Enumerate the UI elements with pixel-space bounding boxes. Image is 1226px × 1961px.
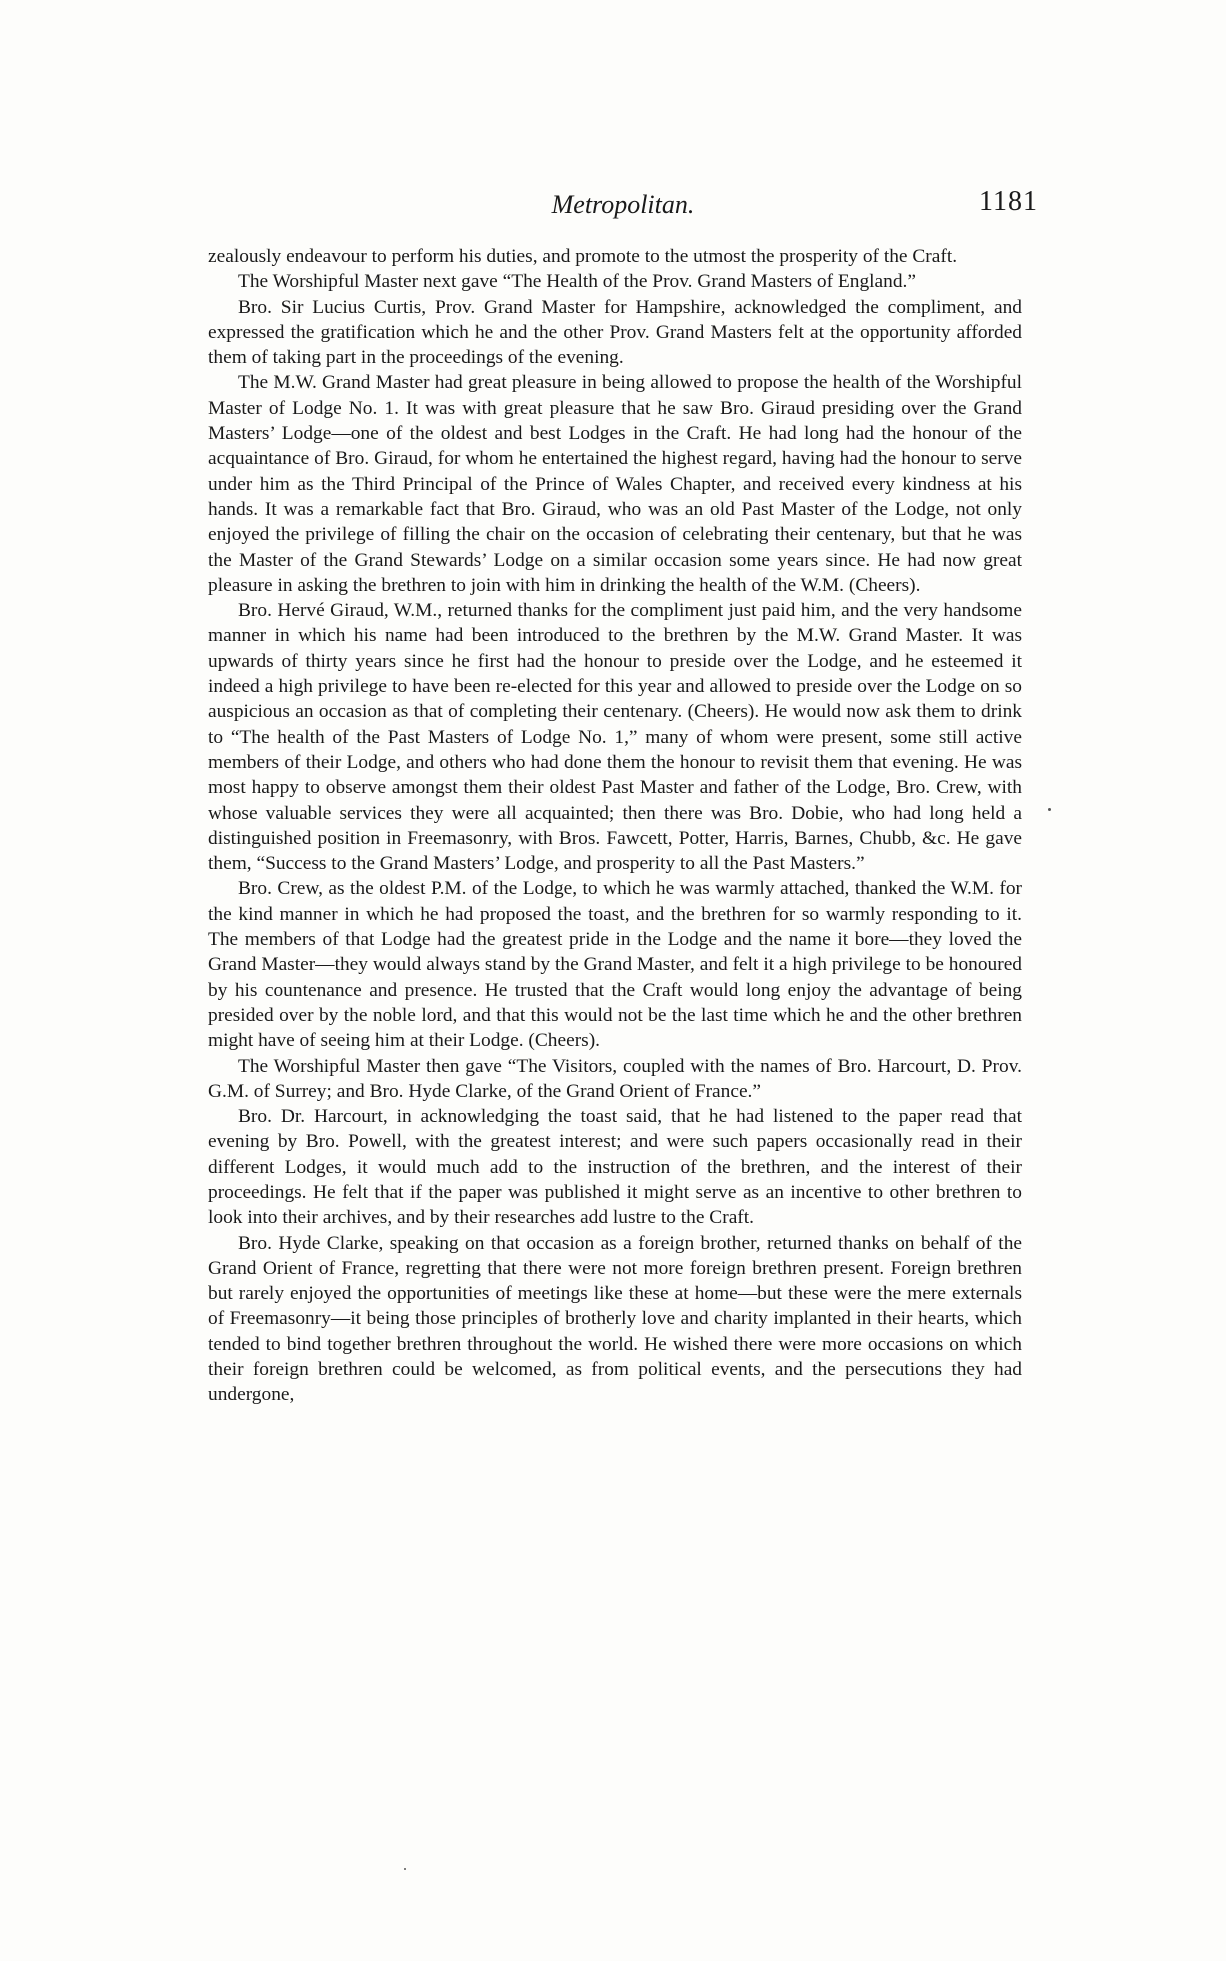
paragraph: zealously endeavour to perform his duties, and promote to the utmost the prosperity of the Craft. (208, 246, 958, 267)
paragraph: Bro. Sir Lucius Curtis, Prov. Grand Master for Hampshire, acknowledged the compliment, and expressed the gratification which he and the other Prov. Grand Masters felt at the opportunity afforded them of taking part in the proceedings of the evening. (208, 296, 1022, 369)
paragraph: Bro. Dr. Harcourt, in acknowledging the toast said, that he had listened to the paper read that evening by Bro. Powell, with the greatest interest; and were such papers occasionally read in their different Lodges, it would much add to the instruction of the brethren, and the interest of their proceedings. He felt that if the paper was published it might serve as an incentive to other brethren to look into their archives, and by their researches add lustre to the Craft. (208, 1106, 1022, 1229)
paragraph: The Worshipful Master next gave “The Health of the Prov. Grand Masters of England.” (238, 271, 916, 293)
print-speck (404, 1868, 406, 1870)
running-title: Metropolitan. (551, 190, 695, 219)
running-head (208, 186, 1038, 226)
body-text (208, 244, 1022, 1408)
paragraph: The Worshipful Master then gave “The Visitors, coupled with the names of Bro. Harcourt, D. Prov. G.M. of Surrey; and Bro. Hyde Clarke, of the Grand Orient of France.” (208, 1055, 1022, 1102)
page-number: 1181 (979, 186, 1038, 217)
paragraph: Bro. Crew, as the oldest P.M. of the Lodge, to which he was warmly attached, thanked the W.M. for the kind manner in which he had proposed the toast, and the brethren for so warmly responding to it. The members of that Lodge had the greatest pride in the Lodge and the name it bore—they loved the Grand Master—they would always stand by the Grand Master, and felt it a high privilege to be honoured by his countenance and presence. He trusted that the Craft would long enjoy the advantage of being presided over by the noble lord, and that this would not be the last time which he and the other brethren might have of seeing him at their Lodge. (Cheers). (208, 878, 1022, 1052)
print-speck (1048, 808, 1051, 811)
paragraph: Bro. Hervé Giraud, W.M., returned thanks for the compliment just paid him, and the very handsome manner in which his name had been introduced to the brethren by the M.W. Grand Master. It was upwards of thirty years since he first had the honour to preside over the Lodge, and he esteemed it indeed a high privilege to have been re-elected for this year and allowed to preside over the Lodge on so auspicious an occasion as that of completing their centenary. (Cheers). He would now ask them to drink to “The health of the Past Masters of Lodge No. 1,” many of whom were present, some still active members of their Lodge, and others who had done them the honour to revisit them that evening. He was most happy to observe amongst them their oldest Past Master and father of the Lodge, Bro. Crew, with whose valuable services they were all acquainted; then there was Bro. Dobie, who had long held a distinguished position in Freemasonry, with Bros. Fawcett, Potter, Harris, Barnes, Chubb, &c. He gave them, “Success to the Grand Masters’ Lodge, and prosperity to all the Past Masters.” (208, 600, 1022, 875)
paragraph: The M.W. Grand Master had great pleasure in being allowed to propose the health of the Worshipful Master of Lodge No. 1. It was with great pleasure that he saw Bro. Giraud presiding over the Grand Masters’ Lodge—one of the oldest and best Lodges in the Craft. He had long had the honour of the acquaintance of Bro. Giraud, for whom he entertained the highest regard, having had the honour to serve under him as the Third Principal of the Prince of Wales Chapter, and received every kindness at his hands. It was a remarkable fact that Bro. Giraud, who was an old Past Master of the Lodge, not only enjoyed the privilege of filling the chair on the occasion of celebrating their centenary, but that he was the Master of the Grand Stewards’ Lodge on a similar occasion some years since. He had now great pleasure in asking the brethren to join with him in drinking the health of the W.M. (Cheers). (208, 372, 1022, 596)
paragraph: Bro. Hyde Clarke, speaking on that occasion as a foreign brother, returned thanks on behalf of the Grand Orient of France, regretting that there were not more foreign brethren present. Foreign brethren but rarely enjoyed the opportunities of meetings like these at home—but these were the mere externals of Freemasonry—it being those principles of brotherly love and charity implanted in their hearts, which tended to bind together brethren throughout the world. He wished there were more occasions on which their foreign brethren could be welcomed, as from political events, and the persecutions they had undergone, (208, 1232, 1022, 1406)
